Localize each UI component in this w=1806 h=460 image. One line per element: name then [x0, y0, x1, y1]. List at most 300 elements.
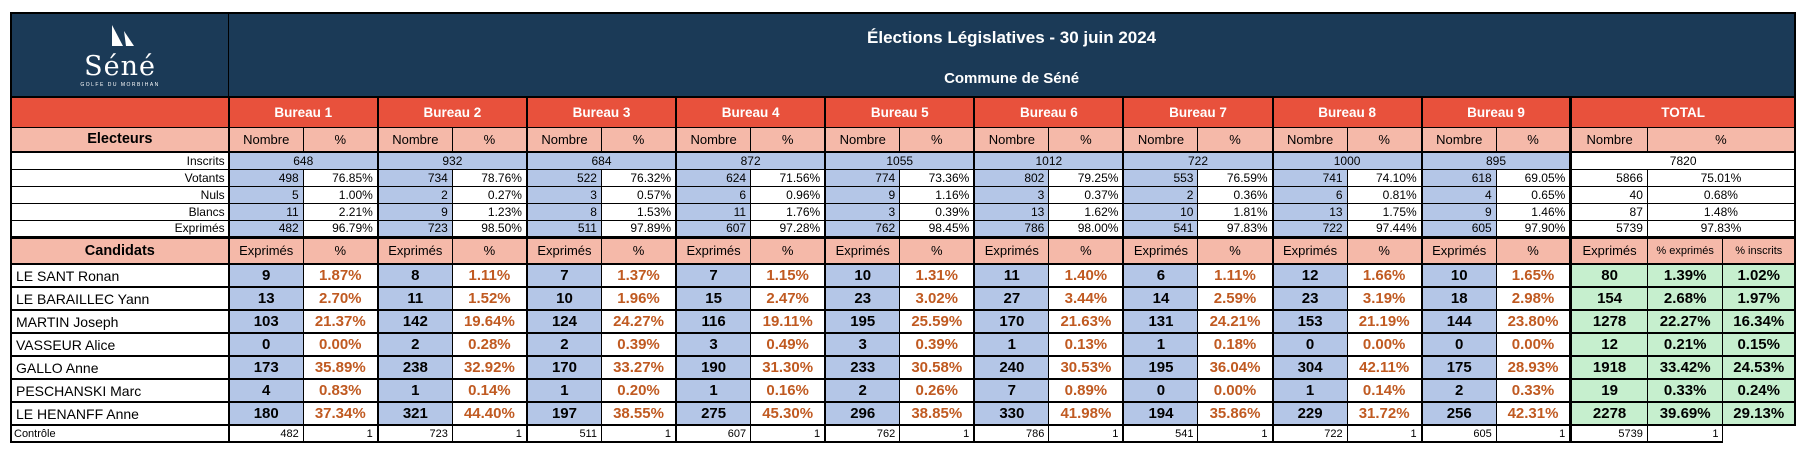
candidate-votes-cell: 194 [1123, 402, 1198, 425]
electeurs-pct-cell: 1.53% [601, 203, 676, 220]
electeurs-pct-header: % [452, 127, 527, 152]
electeurs-nombre-cell: 11 [229, 203, 304, 220]
controle-check-cell: 1 [452, 425, 527, 442]
candidats-pct-header: % [303, 237, 378, 264]
candidate-row [11, 333, 1795, 356]
electeurs-nombre-cell: 10 [1123, 203, 1198, 220]
candidate-pct-cell: 1.37% [601, 264, 676, 287]
candidate-total-votes-cell: 1918 [1571, 356, 1648, 379]
candidate-votes-cell: 116 [676, 310, 751, 333]
candidate-votes-cell: 1 [974, 333, 1049, 356]
electeurs-row-label: Inscrits [11, 152, 229, 169]
bureau-header-7: Bureau 7 [1123, 97, 1272, 127]
inscrits-value-cell: 1055 [825, 152, 974, 169]
electeurs-nombre-cell: 624 [676, 169, 751, 186]
inscrits-value-cell: 872 [676, 152, 825, 169]
controle-exprimes-cell: 722 [1273, 425, 1348, 442]
electeurs-pct-cell: 97.83% [1198, 220, 1273, 237]
candidate-votes-cell: 175 [1422, 356, 1497, 379]
candidate-pct-cell: 0.26% [900, 379, 975, 402]
electeurs-total-nombre-cell: 5739 [1571, 220, 1648, 237]
bureau-header-5: Bureau 5 [825, 97, 974, 127]
candidate-pct-cell: 0.83% [303, 379, 378, 402]
candidate-votes-cell: 173 [229, 356, 304, 379]
candidate-pct-cell: 1.65% [1496, 264, 1571, 287]
candidate-pct-cell: 0.39% [900, 333, 975, 356]
candidate-votes-cell: 14 [1123, 287, 1198, 310]
candidate-pct-cell: 42.11% [1347, 356, 1422, 379]
electeurs-nombre-cell: 9 [1422, 203, 1497, 220]
candidats-exprimes-header: Exprimés [825, 237, 900, 264]
electeurs-pct-header: % [303, 127, 378, 152]
electeurs-row-nuls [11, 186, 1795, 203]
candidats-pct-header: % [452, 237, 527, 264]
candidate-total-pct-exprimes-cell: 22.27% [1647, 310, 1723, 333]
electeurs-pct-cell: 0.27% [452, 186, 527, 203]
controle-label: Contrôle [11, 425, 229, 442]
candidats-exprimes-header: Exprimés [229, 237, 304, 264]
electeurs-row-inscrits [11, 152, 1795, 169]
electeurs-nombre-cell: 13 [974, 203, 1049, 220]
controle-check-cell: 1 [1347, 425, 1422, 442]
controle-exprimes-cell: 762 [825, 425, 900, 442]
candidate-pct-cell: 1.96% [601, 287, 676, 310]
controle-check-cell: 1 [1198, 425, 1273, 442]
controle-check-cell: 1 [751, 425, 826, 442]
candidate-votes-cell: 190 [676, 356, 751, 379]
inscrits-value-cell: 1012 [974, 152, 1123, 169]
candidate-votes-cell: 13 [229, 287, 304, 310]
electeurs-pct-cell: 1.16% [900, 186, 975, 203]
candidate-total-pct-inscrits-cell: 1.97% [1723, 287, 1795, 310]
electeurs-pct-cell: 0.57% [601, 186, 676, 203]
candidate-votes-cell: 11 [974, 264, 1049, 287]
electeurs-row-label: Votants [11, 169, 229, 186]
candidats-pct-header: % [751, 237, 826, 264]
electeurs-pct-cell: 2.21% [303, 203, 378, 220]
electeurs-pct-cell: 0.39% [900, 203, 975, 220]
candidate-votes-cell: 296 [825, 402, 900, 425]
candidate-pct-cell: 0.18% [1198, 333, 1273, 356]
electeurs-pct-cell: 98.50% [452, 220, 527, 237]
electeurs-nombre-header: Nombre [1123, 127, 1198, 152]
candidats-pct-header: % [601, 237, 676, 264]
candidate-pct-cell: 24.27% [601, 310, 676, 333]
electeurs-pct-cell: 76.32% [601, 169, 676, 186]
candidate-pct-cell: 31.30% [751, 356, 826, 379]
candidate-votes-cell: 1 [378, 379, 453, 402]
candidate-row [11, 379, 1795, 402]
electeurs-nombre-cell: 498 [229, 169, 304, 186]
controle-check-cell: 1 [1496, 425, 1571, 442]
candidats-exprimes-header: Exprimés [1273, 237, 1348, 264]
candidate-votes-cell: 23 [825, 287, 900, 310]
candidats-subheader-row [11, 237, 1795, 264]
electeurs-pct-header: % [1198, 127, 1273, 152]
electeurs-nombre-cell: 5 [229, 186, 304, 203]
candidats-pct-header: % [1049, 237, 1124, 264]
electeurs-nombre-cell: 553 [1123, 169, 1198, 186]
controle-exprimes-cell: 723 [378, 425, 453, 442]
candidate-pct-cell: 0.13% [1049, 333, 1124, 356]
bureau-header-1: Bureau 1 [229, 97, 378, 127]
candidate-total-votes-cell: 154 [1571, 287, 1648, 310]
controle-exprimes-cell: 786 [974, 425, 1049, 442]
candidate-votes-cell: 256 [1422, 402, 1497, 425]
candidats-pct-header: % [1347, 237, 1422, 264]
electeurs-total-pct-cell: 1.48% [1647, 203, 1795, 220]
candidate-pct-cell: 37.34% [303, 402, 378, 425]
electeurs-nombre-cell: 786 [974, 220, 1049, 237]
page-subtitle: Commune de Séné [944, 69, 1080, 87]
electeurs-pct-cell: 0.37% [1049, 186, 1124, 203]
candidate-pct-cell: 42.31% [1496, 402, 1571, 425]
electeurs-pct-cell: 1.81% [1198, 203, 1273, 220]
candidate-votes-cell: 197 [527, 402, 602, 425]
electeurs-nombre-cell: 6 [676, 186, 751, 203]
electeurs-pct-cell: 1.46% [1496, 203, 1571, 220]
controle-total-check-cell: 1 [1647, 425, 1723, 442]
candidats-section-label: Candidats [11, 237, 229, 264]
inscrits-value-cell: 895 [1422, 152, 1571, 169]
electeurs-nombre-cell: 802 [974, 169, 1049, 186]
candidate-total-pct-exprimes-cell: 39.69% [1647, 402, 1723, 425]
electeurs-pct-cell: 98.45% [900, 220, 975, 237]
electeurs-pct-cell: 98.00% [1049, 220, 1124, 237]
candidats-exprimes-header: Exprimés [1123, 237, 1198, 264]
electeurs-pct-cell: 97.89% [601, 220, 676, 237]
candidate-total-pct-inscrits-cell: 24.53% [1723, 356, 1795, 379]
electeurs-pct-cell: 97.28% [751, 220, 826, 237]
electeurs-total-pct-cell: 0.68% [1647, 186, 1795, 203]
controle-row [11, 425, 1795, 442]
controle-total-exprimes-cell: 5739 [1571, 425, 1648, 442]
candidate-pct-cell: 1.11% [1198, 264, 1273, 287]
electeurs-pct-cell: 97.44% [1347, 220, 1422, 237]
candidate-pct-cell: 0.00% [1496, 333, 1571, 356]
candidate-votes-cell: 3 [825, 333, 900, 356]
candidate-pct-cell: 21.63% [1049, 310, 1124, 333]
electeurs-pct-cell: 74.10% [1347, 169, 1422, 186]
candidate-pct-cell: 30.53% [1049, 356, 1124, 379]
candidate-votes-cell: 238 [378, 356, 453, 379]
electeurs-nombre-header: Nombre [378, 127, 453, 152]
candidate-row [11, 264, 1795, 287]
candidate-votes-cell: 304 [1273, 356, 1348, 379]
candidate-votes-cell: 1 [1123, 333, 1198, 356]
candidate-total-votes-cell: 12 [1571, 333, 1648, 356]
candidate-votes-cell: 144 [1422, 310, 1497, 333]
candidats-exprimes-header: Exprimés [378, 237, 453, 264]
candidate-pct-cell: 0.00% [303, 333, 378, 356]
electeurs-nombre-cell: 605 [1422, 220, 1497, 237]
candidate-votes-cell: 6 [1123, 264, 1198, 287]
candidate-votes-cell: 18 [1422, 287, 1497, 310]
electeurs-nombre-header: Nombre [676, 127, 751, 152]
electeurs-pct-cell: 0.81% [1347, 186, 1422, 203]
logo-wordmark: Séné [84, 50, 156, 82]
electeurs-nombre-header: Nombre [825, 127, 900, 152]
candidate-votes-cell: 195 [1123, 356, 1198, 379]
electeurs-pct-cell: 1.00% [303, 186, 378, 203]
candidate-votes-cell: 7 [676, 264, 751, 287]
candidate-votes-cell: 1 [527, 379, 602, 402]
candidate-pct-cell: 21.37% [303, 310, 378, 333]
candidate-votes-cell: 131 [1123, 310, 1198, 333]
electeurs-nombre-cell: 522 [527, 169, 602, 186]
candidate-pct-cell: 1.15% [751, 264, 826, 287]
candidate-pct-cell: 3.02% [900, 287, 975, 310]
candidate-pct-cell: 0.14% [452, 379, 527, 402]
candidats-pct-header: % [900, 237, 975, 264]
candidate-pct-cell: 1.31% [900, 264, 975, 287]
candidate-pct-cell: 35.86% [1198, 402, 1273, 425]
corner-spacer-cell [11, 97, 229, 127]
bureau-header-3: Bureau 3 [527, 97, 676, 127]
candidate-votes-cell: 142 [378, 310, 453, 333]
candidate-votes-cell: 180 [229, 402, 304, 425]
candidate-total-pct-inscrits-cell: 0.15% [1723, 333, 1795, 356]
electeurs-nombre-cell: 9 [825, 186, 900, 203]
bureau-header-row [11, 97, 1795, 127]
candidate-name: LE BARAILLEC Yann [11, 287, 229, 310]
controle-check-cell: 1 [1049, 425, 1124, 442]
electeurs-pct-cell: 76.85% [303, 169, 378, 186]
electeurs-pct-cell: 0.65% [1496, 186, 1571, 203]
candidate-votes-cell: 124 [527, 310, 602, 333]
candidate-votes-cell: 229 [1273, 402, 1348, 425]
logo-caption: GOLFE DU MORBIHAN [80, 81, 160, 88]
candidats-exprimes-header: Exprimés [974, 237, 1049, 264]
candidate-votes-cell: 11 [378, 287, 453, 310]
candidate-pct-cell: 1.87% [303, 264, 378, 287]
total-pct-header: % [1647, 127, 1795, 152]
candidate-total-votes-cell: 80 [1571, 264, 1648, 287]
candidats-exprimes-header: Exprimés [1422, 237, 1497, 264]
candidate-pct-cell: 31.72% [1347, 402, 1422, 425]
candidate-total-pct-inscrits-cell: 1.02% [1723, 264, 1795, 287]
electeurs-nombre-cell: 11 [676, 203, 751, 220]
controle-exprimes-cell: 605 [1422, 425, 1497, 442]
total-pct-inscrits-header: % inscrits [1723, 237, 1795, 264]
electeurs-pct-cell: 73.36% [900, 169, 975, 186]
candidate-votes-cell: 15 [676, 287, 751, 310]
candidate-total-pct-exprimes-cell: 0.33% [1647, 379, 1723, 402]
electeurs-pct-cell: 1.23% [452, 203, 527, 220]
electeurs-total-pct-cell: 97.83% [1647, 220, 1795, 237]
inscrits-value-cell: 722 [1123, 152, 1272, 169]
candidate-votes-cell: 153 [1273, 310, 1348, 333]
electeurs-nombre-cell: 722 [1273, 220, 1348, 237]
candidate-pct-cell: 3.19% [1347, 287, 1422, 310]
candidate-total-pct-inscrits-cell: 29.13% [1723, 402, 1795, 425]
electeurs-nombre-cell: 3 [825, 203, 900, 220]
candidate-votes-cell: 2 [527, 333, 602, 356]
controle-exprimes-cell: 607 [676, 425, 751, 442]
candidate-row [11, 310, 1795, 333]
candidate-pct-cell: 44.40% [452, 402, 527, 425]
candidate-name: LE HENANFF Anne [11, 402, 229, 425]
candidate-pct-cell: 32.92% [452, 356, 527, 379]
controle-exprimes-cell: 511 [527, 425, 602, 442]
electeurs-total-nombre-cell: 40 [1571, 186, 1648, 203]
candidate-name: PESCHANSKI Marc [11, 379, 229, 402]
electeurs-pct-header: % [1496, 127, 1571, 152]
candidate-pct-cell: 25.59% [900, 310, 975, 333]
bureau-header-4: Bureau 4 [676, 97, 825, 127]
sailboat-icon [14, 23, 226, 54]
electeurs-pct-header: % [900, 127, 975, 152]
title-block [229, 13, 1795, 97]
electeurs-pct-cell: 71.56% [751, 169, 826, 186]
electeurs-section-label: Electeurs [11, 127, 229, 152]
electeurs-pct-cell: 1.62% [1049, 203, 1124, 220]
electeurs-nombre-cell: 13 [1273, 203, 1348, 220]
candidate-pct-cell: 2.59% [1198, 287, 1273, 310]
candidate-votes-cell: 4 [229, 379, 304, 402]
controle-empty-cell [1723, 425, 1795, 442]
controle-check-cell: 1 [900, 425, 975, 442]
candidate-votes-cell: 23 [1273, 287, 1348, 310]
candidate-votes-cell: 170 [527, 356, 602, 379]
electeurs-nombre-cell: 741 [1273, 169, 1348, 186]
candidate-votes-cell: 0 [1123, 379, 1198, 402]
candidate-pct-cell: 35.89% [303, 356, 378, 379]
candidate-pct-cell: 45.30% [751, 402, 826, 425]
candidate-votes-cell: 7 [527, 264, 602, 287]
candidate-votes-cell: 0 [1422, 333, 1497, 356]
bureau-header-6: Bureau 6 [974, 97, 1123, 127]
electeurs-pct-cell: 78.76% [452, 169, 527, 186]
candidate-pct-cell: 24.21% [1198, 310, 1273, 333]
controle-exprimes-cell: 482 [229, 425, 304, 442]
electeurs-pct-cell: 0.96% [751, 186, 826, 203]
candidate-row [11, 402, 1795, 425]
inscrits-value-cell: 648 [229, 152, 378, 169]
candidate-votes-cell: 1 [1273, 379, 1348, 402]
electeurs-nombre-cell: 482 [229, 220, 304, 237]
electeurs-nombre-cell: 3 [527, 186, 602, 203]
candidate-pct-cell: 0.28% [452, 333, 527, 356]
electeurs-pct-cell: 1.75% [1347, 203, 1422, 220]
candidate-votes-cell: 9 [229, 264, 304, 287]
candidate-name: GALLO Anne [11, 356, 229, 379]
electeurs-total-nombre-cell: 87 [1571, 203, 1648, 220]
candidate-pct-cell: 0.39% [601, 333, 676, 356]
candidats-pct-header: % [1496, 237, 1571, 264]
electeurs-row-blancs [11, 203, 1795, 220]
electeurs-subheader-row [11, 127, 1795, 152]
electeurs-pct-header: % [1347, 127, 1422, 152]
electeurs-pct-cell: 1.76% [751, 203, 826, 220]
candidate-pct-cell: 1.52% [452, 287, 527, 310]
candidate-pct-cell: 1.11% [452, 264, 527, 287]
electeurs-nombre-cell: 734 [378, 169, 453, 186]
electeurs-pct-cell: 76.59% [1198, 169, 1273, 186]
electeurs-nombre-cell: 541 [1123, 220, 1198, 237]
page-title: Élections Législatives - 30 juin 2024 [867, 27, 1157, 47]
candidate-pct-cell: 0.89% [1049, 379, 1124, 402]
candidate-name: VASSEUR Alice [11, 333, 229, 356]
candidate-total-pct-exprimes-cell: 33.42% [1647, 356, 1723, 379]
candidate-pct-cell: 0.49% [751, 333, 826, 356]
candidate-votes-cell: 7 [974, 379, 1049, 402]
electeurs-pct-cell: 97.90% [1496, 220, 1571, 237]
electeurs-nombre-header: Nombre [527, 127, 602, 152]
candidate-pct-cell: 1.40% [1049, 264, 1124, 287]
candidate-total-pct-exprimes-cell: 1.39% [1647, 264, 1723, 287]
candidate-pct-cell: 36.04% [1198, 356, 1273, 379]
electeurs-total-nombre-cell: 5866 [1571, 169, 1648, 186]
candidate-pct-cell: 0.16% [751, 379, 826, 402]
electeurs-row-exprimés [11, 220, 1795, 237]
candidate-total-pct-exprimes-cell: 2.68% [1647, 287, 1723, 310]
candidate-pct-cell: 2.70% [303, 287, 378, 310]
candidate-pct-cell: 38.85% [900, 402, 975, 425]
candidate-votes-cell: 10 [527, 287, 602, 310]
candidate-pct-cell: 28.93% [1496, 356, 1571, 379]
candidate-pct-cell: 0.14% [1347, 379, 1422, 402]
inscrits-value-cell: 684 [527, 152, 676, 169]
electeurs-nombre-cell: 6 [1273, 186, 1348, 203]
electeurs-nombre-cell: 607 [676, 220, 751, 237]
candidate-pct-cell: 33.27% [601, 356, 676, 379]
electeurs-row-votants [11, 169, 1795, 186]
electeurs-pct-header: % [601, 127, 676, 152]
electeurs-nombre-cell: 9 [378, 203, 453, 220]
electeurs-pct-cell: 96.79% [303, 220, 378, 237]
electeurs-nombre-cell: 8 [527, 203, 602, 220]
candidate-pct-cell: 0.33% [1496, 379, 1571, 402]
candidate-pct-cell: 1.66% [1347, 264, 1422, 287]
controle-exprimes-cell: 541 [1123, 425, 1198, 442]
candidate-votes-cell: 240 [974, 356, 1049, 379]
candidate-pct-cell: 21.19% [1347, 310, 1422, 333]
candidate-pct-cell: 23.80% [1496, 310, 1571, 333]
electeurs-pct-header: % [751, 127, 826, 152]
electeurs-nombre-cell: 618 [1422, 169, 1497, 186]
candidate-total-votes-cell: 1278 [1571, 310, 1648, 333]
controle-check-cell: 1 [303, 425, 378, 442]
electeurs-nombre-cell: 2 [1123, 186, 1198, 203]
candidate-total-pct-exprimes-cell: 0.21% [1647, 333, 1723, 356]
electeurs-row-label: Nuls [11, 186, 229, 203]
candidate-votes-cell: 195 [825, 310, 900, 333]
electeurs-pct-cell: 0.36% [1198, 186, 1273, 203]
inscrits-total-cell: 7820 [1571, 152, 1795, 169]
candidate-row [11, 356, 1795, 379]
electeurs-nombre-header: Nombre [229, 127, 304, 152]
candidate-votes-cell: 1 [676, 379, 751, 402]
candidate-votes-cell: 2 [1422, 379, 1497, 402]
candidate-pct-cell: 0.00% [1198, 379, 1273, 402]
candidate-votes-cell: 8 [378, 264, 453, 287]
candidate-pct-cell: 2.47% [751, 287, 826, 310]
electeurs-nombre-cell: 2 [378, 186, 453, 203]
electeurs-pct-cell: 69.05% [1496, 169, 1571, 186]
total-exprimes-header: Exprimés [1571, 237, 1648, 264]
candidate-votes-cell: 27 [974, 287, 1049, 310]
bureau-header-8: Bureau 8 [1273, 97, 1422, 127]
table-header-row [11, 13, 1795, 97]
candidate-votes-cell: 2 [378, 333, 453, 356]
electeurs-total-pct-cell: 75.01% [1647, 169, 1795, 186]
candidats-exprimes-header: Exprimés [527, 237, 602, 264]
electeurs-nombre-header: Nombre [1273, 127, 1348, 152]
candidate-pct-cell: 38.55% [601, 402, 676, 425]
electeurs-pct-cell: 79.25% [1049, 169, 1124, 186]
candidate-name: MARTIN Joseph [11, 310, 229, 333]
